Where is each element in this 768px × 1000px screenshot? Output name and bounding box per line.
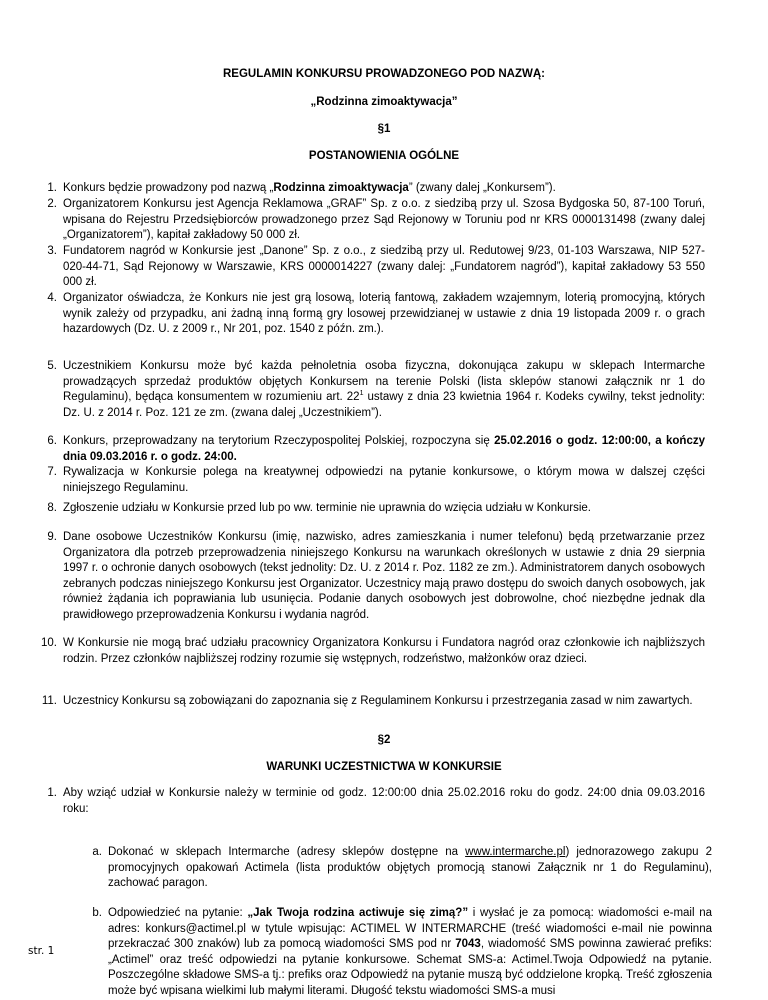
item-text: Fundatorem nagród w Konkursie jest „Danone” Sp. z o.o., z siedzibą przy ul. Redutowej 9/23, 01-103 Warszawa, NIP 527-020-44-71, Sąd Rejonowy w Warszawie, KRS 0000014227 (zwany dalej: „Fundatorem nagród”), kapitał zakładowy 53 550 000 zł. — [63, 245, 705, 289]
document-title: REGULAMIN KONKURSU PROWADZONEGO POD NAZWĄ: — [223, 68, 545, 80]
item-text: Konkurs będzie prowadzony pod nazwą „ — [63, 182, 274, 194]
list-number: 4. — [47, 292, 57, 304]
intermarche-link[interactable]: www.intermarche.pl — [465, 846, 566, 858]
item-text-bold: 25.02.2016 o godz. 12:00:00, a kończy dnia 09.03.2016 r. o godz. 24:00. — [63, 435, 705, 463]
item-text-bold: 7043 — [455, 938, 481, 951]
section-2-heading: WARUNKI UCZESTNICTWA W KONKURSIE — [266, 761, 502, 773]
list-number: 6. — [47, 435, 57, 447]
list-number: 3. — [47, 245, 57, 257]
item-text: Uczestnikiem Konkursu może być każda pełnoletnia osoba fizyczna, dokonująca zakupu w sklepach Intermarche prowadzących sprzedaż produktów objętych Konkursem na terenie Polski (lista sklepów stanowi załącznik nr 1 do Regulaminu), będąca konsumentem w rozumieniu art. 22 — [63, 360, 705, 404]
section-1-heading: POSTANOWIENIA OGÓLNE — [308, 150, 460, 162]
sub-list-item — [92, 906, 713, 1000]
list-item — [47, 291, 705, 338]
item-text-bold: Rodzinna zimoaktywacja — [273, 182, 409, 194]
list-item — [47, 359, 705, 421]
list-number: 11. — [41, 695, 57, 707]
item-text: ustawy z dnia 23 kwietnia 1964 r. Kodeks cywilny, tekst jednolity: Dz. U. z 2014 r. Poz. 121 ze zm. (zwana dalej „Uczestnikiem”). — [63, 391, 705, 419]
list-letter: a. — [92, 846, 102, 858]
list-item — [47, 244, 705, 291]
list-number: 5. — [47, 360, 57, 372]
list-item — [47, 465, 705, 496]
item-text: Organizator oświadcza, że Konkurs nie jest grą losową, loterią fantową, zakładem wzajemnym, loterią promocyjną, których wynik zależy od przypadku, ani żadną inną formą gry losowej przewidzianej w ustawie z dnia 19 listopada 2009 r. o grach hazardowych (Dz. U. z 2009 r., Nr 201, poz. 1540 z późn. zm.). — [63, 292, 705, 336]
item-text: ) jednorazowego zakupu 2 promocyjnych opakowań Actimela (lista produktów objętych promocją stanowi Załącznik nr 1 do Regulaminu), zachować paragon. — [108, 846, 712, 890]
list-number: 7. — [47, 466, 57, 478]
item-text: Konkurs, przeprowadzany na terytorium Rzeczypospolitej Polskiej, rozpoczyna się — [63, 435, 495, 447]
list-number: 10. — [41, 637, 57, 649]
list-number: 8. — [47, 502, 57, 514]
section-2-mark: §2 — [377, 734, 391, 746]
item-text: Aby wziąć udział w Konkursie należy w terminie od godz. 12:00:00 dnia 25.02.2016 roku do godz. 24:00 dnia 09.03.2016 roku: — [63, 787, 705, 815]
item-text-bold: „Jak Twoja rodzina actiwuje się zimą?” — [247, 907, 469, 919]
superscript: 1 — [359, 390, 364, 398]
list-item — [47, 181, 705, 197]
list-item — [47, 197, 705, 244]
item-text: , wiadomość SMS powinna zawierać prefiks: „Actimel” oraz treść odpowiedzi na pytanie konkursowe. Schemat SMS-a: Actimel.Twoja Odpowiedź na pytanie. Poszczególne składowe SMS-a tj.: prefiks oraz Odpowiedź na pytanie muszą być oddzielone kropką. Treść zgłoszenia może być wpisana wielkimi lub małymi literami. Długość tekstu wiadomości SMS-a musi — [108, 938, 712, 997]
list-item — [47, 501, 705, 517]
item-text: Dokonać w sklepach Intermarche (adresy sklepów dostępne na — [108, 846, 466, 858]
list-item — [47, 786, 705, 817]
list-item — [47, 434, 705, 465]
list-number: 1. — [47, 182, 57, 194]
contest-name: „Rodzinna zimoaktywacja” — [310, 96, 458, 108]
list-letter: b. — [92, 907, 102, 919]
item-text: W Konkursie nie mogą brać udziału pracownicy Organizatora Konkursu i Fundatora nagród oraz członkowie ich najbliższych rodzin. Przez członków najbliższej rodziny rozumie się wstępnych, rodzeństwo, małżonków oraz dzieci. — [63, 637, 705, 665]
list-item — [41, 694, 705, 710]
item-text: Zgłoszenie udziału w Konkursie przed lub po ww. terminie nie uprawnia do wzięcia udziału w Konkursie. — [63, 502, 591, 514]
list-number: 9. — [47, 531, 57, 543]
list-number: 1. — [47, 787, 57, 799]
list-number: 2. — [47, 198, 57, 210]
item-text: Rywalizacja w Konkursie polega na kreatywnej odpowiedzi na pytanie konkursowe, o którym mowa w dalszej części niniejszego Regulaminu. — [63, 466, 705, 494]
item-text: ” (zwany dalej „Konkursem”). — [408, 182, 556, 194]
sub-list-item — [92, 845, 712, 892]
item-text: Organizatorem Konkursu jest Agencja Reklamowa „GRAF” Sp. z o.o. z siedzibą przy ul. Szosa Bydgoska 50, 87-100 Toruń, wpisana do Rejestru Przedsiębiorców prowadzonego przez Sąd Rejonowy w Toruniu pod nr KRS 0000131498 (zwany dalej „Organizatorem”), kapitał zakładowy 50 000 zł. — [63, 198, 705, 242]
item-text: i wysłać je za pomocą: wiadomości e-mail na adres: konkurs@actimel.pl w tytule wpisując: ACTIMEL W INTERMARCHE (treść wiadomości e-mail nie powinna przekraczać 300 znaków) lub za pomocą wiadomości SMS pod nr — [108, 907, 713, 951]
item-text: Uczestnicy Konkursu są zobowiązani do zapoznania się z Regulaminem Konkursu i przestrzegania zasad w nim zawartych. — [63, 695, 693, 707]
section-1-mark: §1 — [377, 123, 391, 135]
list-item — [47, 530, 705, 624]
page-number: str. 1 — [28, 945, 55, 957]
item-text: Odpowiedzieć na pytanie: — [108, 907, 248, 919]
list-item — [41, 636, 705, 667]
item-text: Dane osobowe Uczestników Konkursu (imię, nazwisko, adres zamieszkania i numer telefonu) będą przetwarzanie przez Organizatora dla potrzeb przeprowadzenia niniejszego Konkursu na warunkach określonych w ustawie z dnia 29 sierpnia 1997 r. o ochronie danych osobowych (tekst jednolity: Dz. U. z 2014 r. Poz. 1182 ze zm.). Administratorem danych osobowych zebranych podczas niniejszego Konkursu jest Organizator. Uczestnicy mają prawo dostępu do swoich danych osobowych, jak również żądania ich poprawiania lub usunięcia. Podanie danych osobowych jest dobrowolne, choć niezbędne jednak dla prawidłowego przeprowadzenia Konkursu i wydania nagród. — [63, 531, 705, 621]
